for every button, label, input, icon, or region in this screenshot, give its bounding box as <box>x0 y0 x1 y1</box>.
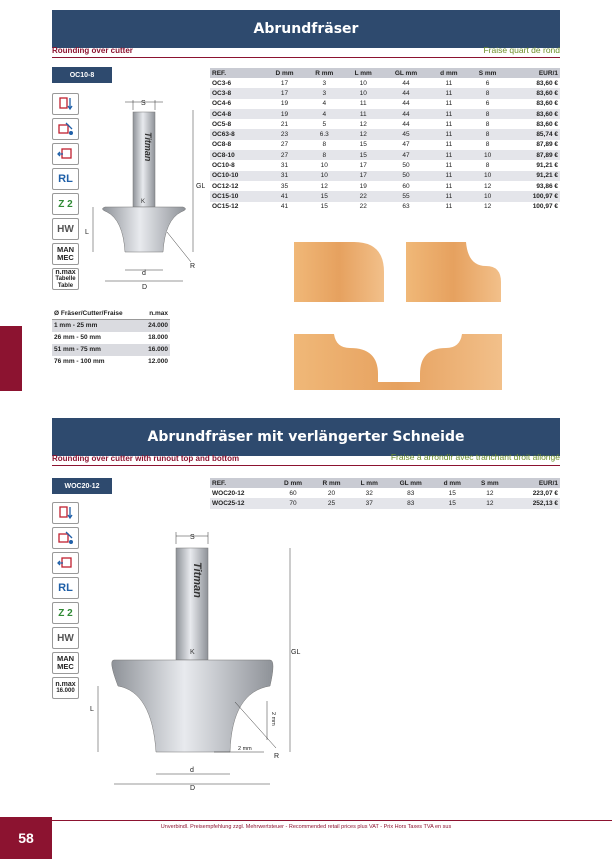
dim-l: L <box>90 706 94 713</box>
cell-s: 12 <box>483 182 492 190</box>
flip-tool-icon <box>52 93 79 115</box>
cell-r: 15 <box>304 191 344 201</box>
router-tool-icon <box>52 527 79 549</box>
cell-l: 12 <box>359 120 367 128</box>
table-mount-icon <box>52 552 79 574</box>
col-ref: REF. <box>210 68 265 78</box>
cell-r: 15 <box>320 203 328 211</box>
cell-d: 31 <box>265 171 305 181</box>
table-row <box>52 344 170 356</box>
cell-d-small: 11 <box>445 162 453 170</box>
col-ref: REF. <box>210 478 274 488</box>
cell-gl: 44 <box>402 100 410 108</box>
cell-d: 23 <box>265 129 305 139</box>
table-row <box>210 99 560 109</box>
wood-sample-top-left <box>294 242 384 302</box>
table-row <box>210 88 560 98</box>
cell-price: 100,97 € <box>507 191 560 201</box>
cell-price: 83,60 € <box>507 88 560 98</box>
col-s: S mm <box>471 478 509 488</box>
man-mec-icon <box>52 243 79 265</box>
speed-value: 16.000 <box>141 344 170 356</box>
section1-spec-table <box>210 68 560 212</box>
cell-ref: OC3-8 <box>210 88 265 98</box>
nmax-label: n.max <box>55 268 76 276</box>
cell-ref: OC12-12 <box>212 182 239 190</box>
dim-r: R <box>274 753 280 760</box>
cell-d-small: 11 <box>430 109 468 119</box>
teeth-z2-icon: Z 2 <box>52 602 79 624</box>
cell-d-small: 11 <box>445 100 453 108</box>
man-label: MAN <box>56 245 75 254</box>
cell-l: 11 <box>359 100 367 108</box>
cell-price: 91,21 € <box>536 162 558 170</box>
section1-title: Abrundfräser <box>52 10 560 48</box>
section1-subtitle-en: Rounding over cutter <box>52 46 133 55</box>
cell-gl: 55 <box>382 191 429 201</box>
cell-s: 8 <box>485 162 490 170</box>
cell-r: 12 <box>320 182 328 190</box>
cell-gl: 83 <box>388 498 434 508</box>
table-mount-icon <box>52 143 79 165</box>
cell-d-small: 11 <box>445 120 453 128</box>
speed-header-row <box>52 308 170 320</box>
col-price: EUR/1 <box>507 68 560 78</box>
cell-r: 8 <box>322 141 327 149</box>
table-row <box>52 320 170 332</box>
cell-l: 37 <box>351 498 388 508</box>
cell-gl: 50 <box>382 171 429 181</box>
carbide-hw-icon: HW <box>52 627 79 649</box>
speed-value: 12.000 <box>148 358 168 365</box>
speed-value: 18.000 <box>148 334 168 341</box>
carbide-hw-icon: HW <box>52 218 79 240</box>
cell-gl: 44 <box>402 120 410 128</box>
dim-d-small: d <box>190 767 194 774</box>
brand-label: Titman <box>191 562 203 598</box>
cell-d-small: 11 <box>430 150 468 160</box>
dim-gl: GL <box>291 649 301 656</box>
section1-icon-column <box>52 93 79 293</box>
cell-r: 5 <box>322 120 327 128</box>
table-row <box>210 129 560 139</box>
cell-d-small: 11 <box>445 203 453 211</box>
col-price: EUR/1 <box>509 478 560 488</box>
cell-r: 10 <box>304 171 344 181</box>
cell-price: 87,89 € <box>507 150 560 160</box>
cell-d: 27 <box>280 141 289 149</box>
cell-l: 22 <box>344 191 382 201</box>
cell-d-small: 11 <box>445 182 453 190</box>
nmax-sub2: Table <box>57 282 74 289</box>
cell-d: 70 <box>274 498 313 508</box>
cell-d: 17 <box>280 79 289 87</box>
cell-d-small: 11 <box>430 191 468 201</box>
cell-gl: 44 <box>382 88 429 98</box>
cell-d: 41 <box>265 191 305 201</box>
table-row <box>210 498 560 508</box>
table-row <box>210 119 560 129</box>
cell-d-small: 11 <box>445 141 453 149</box>
dim-2mm-horizontal: 2 mm <box>238 746 252 752</box>
cell-price: 83,60 € <box>536 79 558 87</box>
cell-l: 22 <box>359 203 367 211</box>
cell-s: 10 <box>468 191 507 201</box>
table-row <box>210 191 560 201</box>
mec-label: MEC <box>57 253 74 262</box>
col-s: S mm <box>468 68 507 78</box>
section2-subtitle-en: Rounding over cutter with runout top and bottom <box>52 454 240 463</box>
cell-d-small: 11 <box>430 129 468 139</box>
cell-r: 25 <box>312 498 351 508</box>
cell-r: 8 <box>304 150 344 160</box>
col-d: D mm <box>265 68 305 78</box>
nmax-label: n.max <box>55 681 76 688</box>
table-row <box>210 488 560 498</box>
cell-ref: OC63-8 <box>210 129 265 139</box>
side-tab <box>0 326 22 391</box>
cell-price: 83,60 € <box>536 100 558 108</box>
cell-s: 12 <box>486 489 494 497</box>
mec-label: MEC <box>57 662 74 671</box>
cell-d: 27 <box>265 150 305 160</box>
k-mark: K <box>190 649 195 656</box>
nmax-icon <box>52 268 79 290</box>
col-r: R mm <box>312 478 351 488</box>
cell-gl: 45 <box>382 129 429 139</box>
nmax-sub1: Tabelle <box>55 275 76 282</box>
section2-cutter-diagram <box>90 526 310 791</box>
col-l: L mm <box>344 68 382 78</box>
cell-price: 100,97 € <box>532 203 558 211</box>
cell-ref: OC8-8 <box>212 141 232 149</box>
cell-l: 32 <box>365 489 373 497</box>
cell-ref: OC15-10 <box>210 191 265 201</box>
cell-s: 12 <box>471 498 509 508</box>
cell-s: 10 <box>468 171 507 181</box>
cell-ref: OC4-8 <box>210 109 265 119</box>
brand-label: Titman <box>143 132 153 162</box>
cell-price: 85,74 € <box>507 129 560 139</box>
cell-ref: WOC20-12 <box>212 489 245 497</box>
cell-ref: OC4-6 <box>212 100 232 108</box>
cell-s: 6 <box>485 100 490 108</box>
rotation-rl-icon: RL <box>52 168 79 190</box>
man-label: MAN <box>56 654 75 663</box>
teeth-z2-icon: Z 2 <box>52 193 79 215</box>
page-number: 58 <box>0 817 52 859</box>
cell-gl: 63 <box>402 203 410 211</box>
cell-l: 12 <box>344 129 382 139</box>
section1-ref-tag: OC10-8 <box>52 67 112 83</box>
cell-r: 3 <box>304 88 344 98</box>
wood-sample-top-right <box>406 242 501 302</box>
col-d: D mm <box>274 478 313 488</box>
table-row <box>210 109 560 119</box>
nmax-icon <box>52 677 79 699</box>
cell-s: 8 <box>468 88 507 98</box>
dim-gl: GL <box>196 183 205 190</box>
dim-r: R <box>190 263 196 270</box>
speed-range: 26 mm - 50 mm <box>54 334 101 341</box>
col-d-small: d mm <box>434 478 471 488</box>
cell-price: 87,89 € <box>536 141 558 149</box>
speed-col-diameter: Ø Fräser/Cutter/Fraise <box>52 308 141 320</box>
cell-price: 91,21 € <box>507 171 560 181</box>
table-row <box>210 202 560 212</box>
cell-d: 31 <box>280 162 289 170</box>
table-row <box>210 181 560 191</box>
table-row <box>52 356 170 368</box>
cell-ref: OC8-10 <box>210 150 265 160</box>
section2-icon-column <box>52 502 79 702</box>
dim-2mm-vertical: 2 mm <box>270 712 276 726</box>
cell-gl: 47 <box>402 141 410 149</box>
cell-gl: 60 <box>402 182 410 190</box>
dim-l: L <box>85 229 89 236</box>
section2-spec-table <box>210 478 560 509</box>
cell-ref: OC5-8 <box>212 120 232 128</box>
cell-d: 35 <box>280 182 289 190</box>
router-tool-icon <box>52 118 79 140</box>
cell-gl: 83 <box>407 489 415 497</box>
section1-rule <box>52 57 560 58</box>
cell-s: 10 <box>468 150 507 160</box>
section2-subtitle-fr: Fraise à arrondir avec tranchant droit allongé <box>390 452 560 462</box>
cell-ref: WOC25-12 <box>210 498 274 508</box>
cell-price: 252,13 € <box>509 498 560 508</box>
table-row <box>210 78 560 88</box>
cell-d: 21 <box>280 120 289 128</box>
table-row <box>210 150 560 160</box>
cell-l: 10 <box>359 79 367 87</box>
cell-s: 8 <box>485 120 490 128</box>
cell-r: 10 <box>320 162 328 170</box>
dim-d-large: D <box>190 785 196 791</box>
cell-r: 20 <box>327 489 336 497</box>
cell-l: 11 <box>344 109 382 119</box>
cell-d: 19 <box>265 109 305 119</box>
speed-range: 1 mm - 25 mm <box>52 320 141 332</box>
cell-d-small: 11 <box>445 79 453 87</box>
cell-l: 17 <box>359 162 367 170</box>
flip-tool-icon <box>52 502 79 524</box>
cell-r: 6.3 <box>304 129 344 139</box>
cell-ref: OC15-12 <box>212 203 239 211</box>
col-l: L mm <box>351 478 388 488</box>
footer-rule <box>52 820 612 821</box>
cell-d-small: 15 <box>434 498 471 508</box>
col-gl: GL mm <box>388 478 434 488</box>
dim-s: S <box>190 534 195 541</box>
cell-r: 4 <box>322 100 327 108</box>
col-r: R mm <box>304 68 344 78</box>
cell-d-small: 15 <box>448 489 456 497</box>
dim-d-small: d <box>142 270 146 277</box>
nmax-value: 16.000 <box>56 688 75 694</box>
table-row <box>210 171 560 181</box>
cell-s: 8 <box>468 109 507 119</box>
cell-l: 10 <box>344 88 382 98</box>
cell-d: 41 <box>280 203 289 211</box>
cell-d-small: 11 <box>430 171 468 181</box>
cell-price: 83,60 € <box>507 109 560 119</box>
table-row <box>52 332 170 344</box>
cell-s: 8 <box>485 141 490 149</box>
cell-l: 17 <box>344 171 382 181</box>
cell-d-small: 11 <box>430 88 468 98</box>
cell-l: 15 <box>359 141 367 149</box>
cell-d: 19 <box>280 100 289 108</box>
table-row <box>210 160 560 170</box>
cell-r: 4 <box>304 109 344 119</box>
cell-gl: 47 <box>382 150 429 160</box>
cell-s: 6 <box>485 79 490 87</box>
table-header-row <box>210 478 560 488</box>
cell-price: 83,60 € <box>536 120 558 128</box>
cell-ref: OC10-10 <box>210 171 265 181</box>
footer-note: Unverbindl. Preisempfehlung zzgl. Mehrwertsteuer - Recommended retail prices plus VAT - Prix Hors Taxes TVA en sus <box>160 824 452 830</box>
section2-ref-tag: WOC20-12 <box>52 478 112 494</box>
dim-d-large: D <box>142 284 148 291</box>
man-mec-icon <box>52 652 79 674</box>
cell-d: 17 <box>265 88 305 98</box>
cell-gl: 44 <box>402 79 410 87</box>
k-mark: K <box>141 199 146 205</box>
cell-price: 93,86 € <box>536 182 558 190</box>
speed-table <box>52 308 170 368</box>
section2-rule <box>52 465 560 466</box>
cell-price: 223,07 € <box>532 489 558 497</box>
cell-d: 60 <box>289 489 297 497</box>
cell-l: 19 <box>359 182 367 190</box>
table-row <box>210 140 560 150</box>
speed-col-nmax: n.max <box>141 308 170 320</box>
cell-s: 12 <box>483 203 492 211</box>
cell-l: 15 <box>344 150 382 160</box>
wood-sample-bottom <box>294 334 502 390</box>
col-d-small: d mm <box>430 68 468 78</box>
cell-s: 8 <box>468 129 507 139</box>
col-gl: GL mm <box>382 68 429 78</box>
cell-ref: OC3-6 <box>212 79 232 87</box>
cell-ref: OC10-8 <box>212 162 235 170</box>
speed-value: 24.000 <box>141 320 170 332</box>
speed-range: 51 mm - 75 mm <box>52 344 141 356</box>
cell-r: 3 <box>322 79 327 87</box>
cell-gl: 44 <box>382 109 429 119</box>
section2-title: Abrundfräser mit verlängerter Schneide <box>52 418 560 456</box>
section1-subtitle-fr: Fraise quart de rond <box>483 45 560 55</box>
dim-s: S <box>141 100 146 107</box>
speed-range: 76 mm - 100 mm <box>54 358 105 365</box>
rotation-rl-icon: RL <box>52 577 79 599</box>
cell-gl: 50 <box>402 162 410 170</box>
table-header-row <box>210 68 560 78</box>
section1-cutter-diagram <box>85 92 205 292</box>
